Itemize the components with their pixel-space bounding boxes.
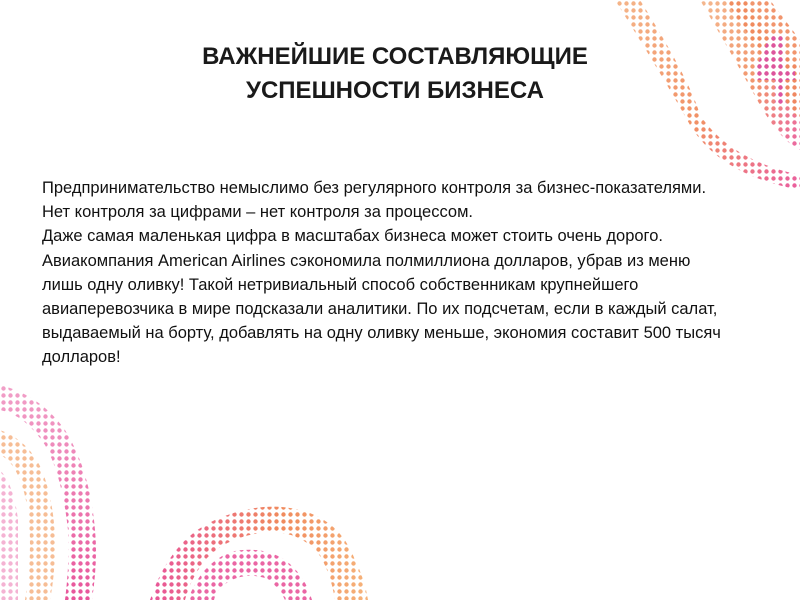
body-paragraph: Предпринимательство немыслимо без регулярного контроля за бизнес-показателями. xyxy=(42,179,707,197)
dotted-arc-bottom xyxy=(150,507,368,600)
dotted-arc-top-right xyxy=(615,0,800,190)
body-paragraph: Даже самая маленькая цифра в масштабах бизнеса может стоить очень дорого. xyxy=(42,227,663,246)
body-paragraph: Нет контроля за цифрами – нет контроля за процессом. xyxy=(42,203,474,222)
slide-title xyxy=(150,40,640,108)
body-paragraph: Авиакомпания American Airlines сэкономила полмиллиона долларов, убрав из меню лишь одну оливку! Такой нетривиальный способ собственникам крупнейшего авиаперевозчика в мире подсказали аналитики. По их подсчетам, если в каждый салат, выдаваемый на борту, добавлять на одну оливку меньше, экономия составит 500 тысяч долларов! xyxy=(42,251,721,367)
title-line-1: ВАЖНЕЙШИЕ СОСТАВЛЯЮЩИЕ xyxy=(202,43,588,70)
slide-body-text xyxy=(42,176,732,370)
dotted-arc-left xyxy=(0,385,96,600)
title-line-2: УСПЕШНОСТИ БИЗНЕСА xyxy=(246,77,544,104)
